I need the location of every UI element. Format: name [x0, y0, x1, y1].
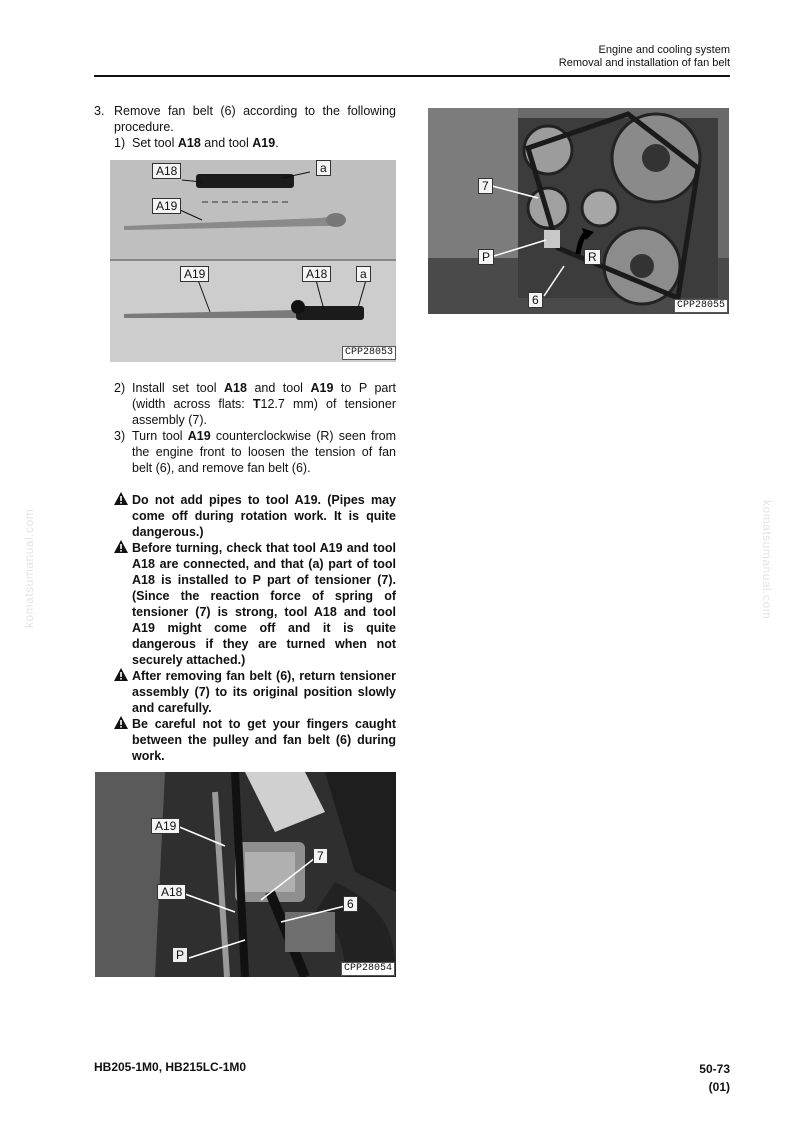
- warning-item: [114, 716, 396, 764]
- warning-text: Be careful not to get your fingers caught between the pulley and fan belt (6) during work.: [132, 717, 396, 763]
- tools-photo: [110, 160, 396, 362]
- step-text: Remove fan belt (6) according to the following procedure.: [114, 104, 396, 134]
- label-6: 6: [528, 292, 543, 308]
- warning-icon: [114, 668, 128, 681]
- substep-3: [114, 428, 396, 476]
- substep-number: 2): [114, 381, 126, 395]
- warning-text: After removing fan belt (6), return tensioner assembly (7) to its original position slowly and carefully.: [132, 669, 396, 715]
- install-photo: [95, 772, 396, 977]
- warning-item: [114, 492, 396, 540]
- substep-text: Set tool A18 and tool A19.: [132, 136, 279, 150]
- figure-install: [95, 772, 396, 977]
- figure-code: CPP28055: [674, 299, 728, 313]
- figure-tools: [110, 160, 396, 362]
- substep-text: Install set tool A18 and tool A19 to P part (width across flats: T12.7 mm) of tensioner assembly (7).: [132, 381, 396, 427]
- label-r: R: [584, 249, 601, 265]
- warning-icon: [114, 540, 128, 553]
- label-a18: A18: [157, 884, 186, 900]
- substep-number: 1): [114, 136, 126, 150]
- warning-text: Before turning, check that tool A19 and tool A18 are connected, and that (a) part of tool A18 is installed to P part of tensioner (7). (Since the reaction force of spring of tensioner (7) is strong, tool A18 and tool A19 might come off and it is quite dangerous if they are turned when not securely attached.): [132, 541, 396, 667]
- page-header: [559, 44, 730, 70]
- label-a19: A19: [151, 818, 180, 834]
- footer-model: HB205-1M0, HB215LC-1M0: [94, 1060, 247, 1074]
- label-a18: A18: [152, 163, 181, 179]
- substep-1: [94, 135, 396, 151]
- substep-number: 3): [114, 429, 126, 443]
- page-number: 50-73: [699, 1062, 730, 1076]
- warning-item: [114, 668, 396, 716]
- header-rule: [94, 75, 730, 77]
- warning-icon: [114, 716, 128, 729]
- header-topic: Removal and installation of fan belt: [558, 57, 730, 69]
- label-a19: A19: [180, 266, 209, 282]
- step-3: [94, 103, 396, 151]
- warnings: [114, 492, 396, 764]
- label-a: a: [316, 160, 331, 176]
- watermark-left: komatsumanual.com: [22, 508, 36, 628]
- label-p: P: [478, 249, 494, 265]
- substeps-2-3: [114, 380, 396, 476]
- watermark-right: komatsumanual.com: [760, 500, 774, 620]
- label-a19: A19: [152, 198, 181, 214]
- label-p: P: [173, 948, 187, 962]
- warning-item: [114, 540, 396, 668]
- label-a: a: [356, 266, 371, 282]
- engine-photo: [428, 108, 729, 314]
- revision: (01): [708, 1080, 730, 1094]
- warning-text: Do not add pipes to tool A19. (Pipes may come off during rotation work. It is quite dangerous.): [132, 493, 396, 539]
- label-7: 7: [478, 178, 493, 194]
- figure-code: CPP28053: [342, 346, 396, 360]
- substep-text: Turn tool A19 counterclockwise (R) seen from the engine front to loosen the tension of fan belt (6), and remove fan belt (6).: [132, 429, 396, 475]
- figure-code: CPP28054: [341, 962, 395, 976]
- label-6: 6: [343, 896, 358, 912]
- label-7: 7: [313, 848, 328, 864]
- substep-2: [114, 380, 396, 428]
- warning-icon: [114, 492, 128, 505]
- footer-page: [699, 1060, 730, 1096]
- label-a18: A18: [302, 266, 331, 282]
- figure-engine: [428, 108, 729, 314]
- header-section: Engine and cooling system: [598, 44, 730, 56]
- step-number: 3.: [94, 104, 105, 118]
